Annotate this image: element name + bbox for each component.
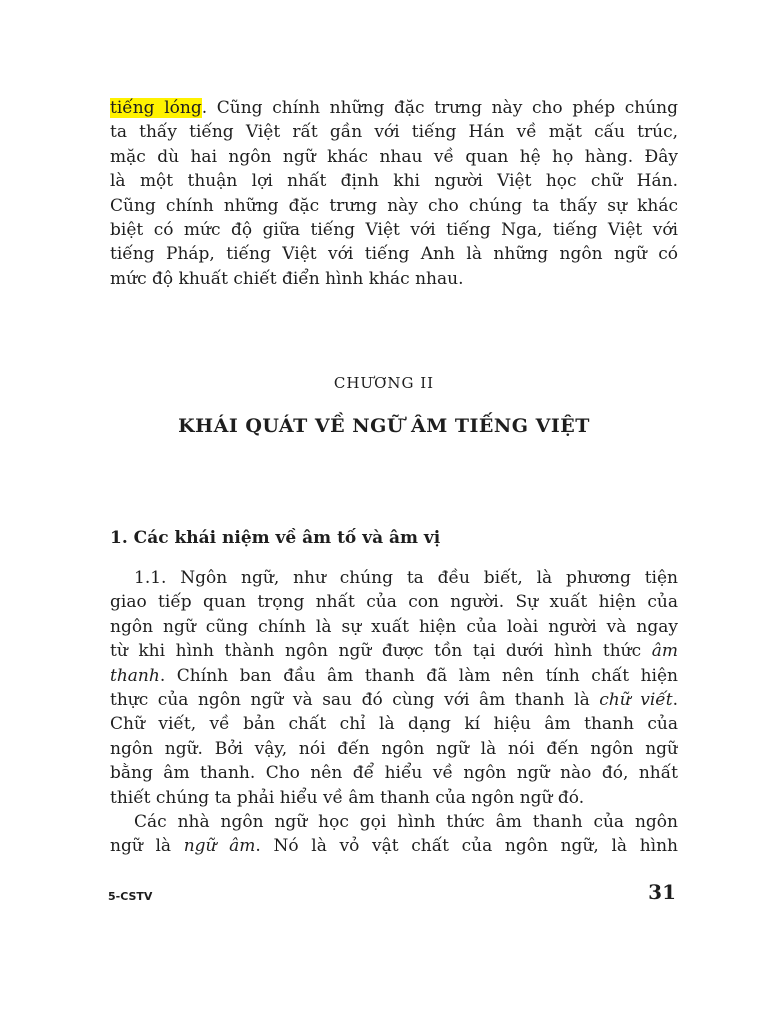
section-heading: 1. Các khái niệm về âm tố và âm vị [110, 528, 441, 548]
text-line: Các nhà ngôn ngữ học gọi hình thức âm thanh của ngôn [134, 812, 678, 832]
italic-term: chữ viết [599, 689, 673, 710]
text-line: thiết chúng ta phải hiểu về âm thanh của ngôn ngữ đó. [110, 787, 585, 808]
text-line: ngữ là ngữ âm. Nó là vỏ vật chất của ngôn ngữ, là hình [110, 836, 678, 857]
italic-term: thanh [110, 665, 160, 686]
text-line: ngôn ngữ cũng chính là sự xuất hiện của loài người và ngay [110, 616, 678, 637]
text-line: ta thấy tiếng Việt rất gần với tiếng Hán về mặt cấu trúc, [110, 122, 678, 143]
paragraph-intro [110, 96, 678, 291]
text-line: tiếng lóng. Cũng chính những đặc trưng này cho phép chúng [110, 98, 678, 118]
text-line: Chữ viết, về bản chất chỉ là dạng kí hiệu âm thanh của [110, 714, 678, 735]
text-line: là một thuận lợi nhất định khi người Việt học chữ Hán. [110, 171, 678, 192]
text-line: tiếng Pháp, tiếng Việt với tiếng Anh là những ngôn ngữ có [110, 244, 678, 265]
text-line: ngôn ngữ. Bởi vậy, nói đến ngôn ngữ là nói đến ngôn ngữ [110, 738, 678, 759]
text-line: thanh. Chính ban đầu âm thanh đã làm nên tính chất hiện [110, 665, 678, 686]
text-line: từ khi hình thành ngôn ngữ được tồn tại dưới hình thức âm [110, 641, 678, 662]
highlighted-term: tiếng lóng [110, 98, 202, 118]
chapter-label: CHƯƠNG II [333, 374, 435, 392]
text-line: Cũng chính những đặc trưng này cho chúng ta thấy sự khác [110, 195, 678, 216]
paragraph-main [110, 566, 678, 810]
text-line: thực của ngôn ngữ và sau đó cùng với âm thanh là chữ viết. [110, 689, 678, 710]
text-line: mặc dù hai ngôn ngữ khác nhau về quan hệ họ hàng. Đây [110, 146, 678, 167]
italic-term: ngữ âm [183, 836, 256, 857]
chapter-title: KHÁI QUÁT VỀ NGỮ ÂM TIẾNG VIỆT [178, 415, 590, 437]
text-line: giao tiếp quan trọng nhất của con người. Sự xuất hiện của [110, 592, 678, 613]
text-line: biệt có mức độ giữa tiếng Việt với tiếng Nga, tiếng Việt với [110, 219, 678, 240]
text-line: mức độ khuất chiết điển hình khác nhau. [110, 268, 464, 289]
signature-mark: 5-CSTV [108, 890, 153, 903]
text-line: bằng âm thanh. Cho nên để hiểu về ngôn ngữ nào đó, nhất [110, 763, 678, 784]
italic-term: âm [651, 641, 678, 662]
text-line: 1.1. Ngôn ngữ, như chúng ta đều biết, là phương tiện [134, 568, 678, 588]
paragraph-phonetics [110, 810, 678, 859]
page-number: 31 [648, 880, 676, 904]
